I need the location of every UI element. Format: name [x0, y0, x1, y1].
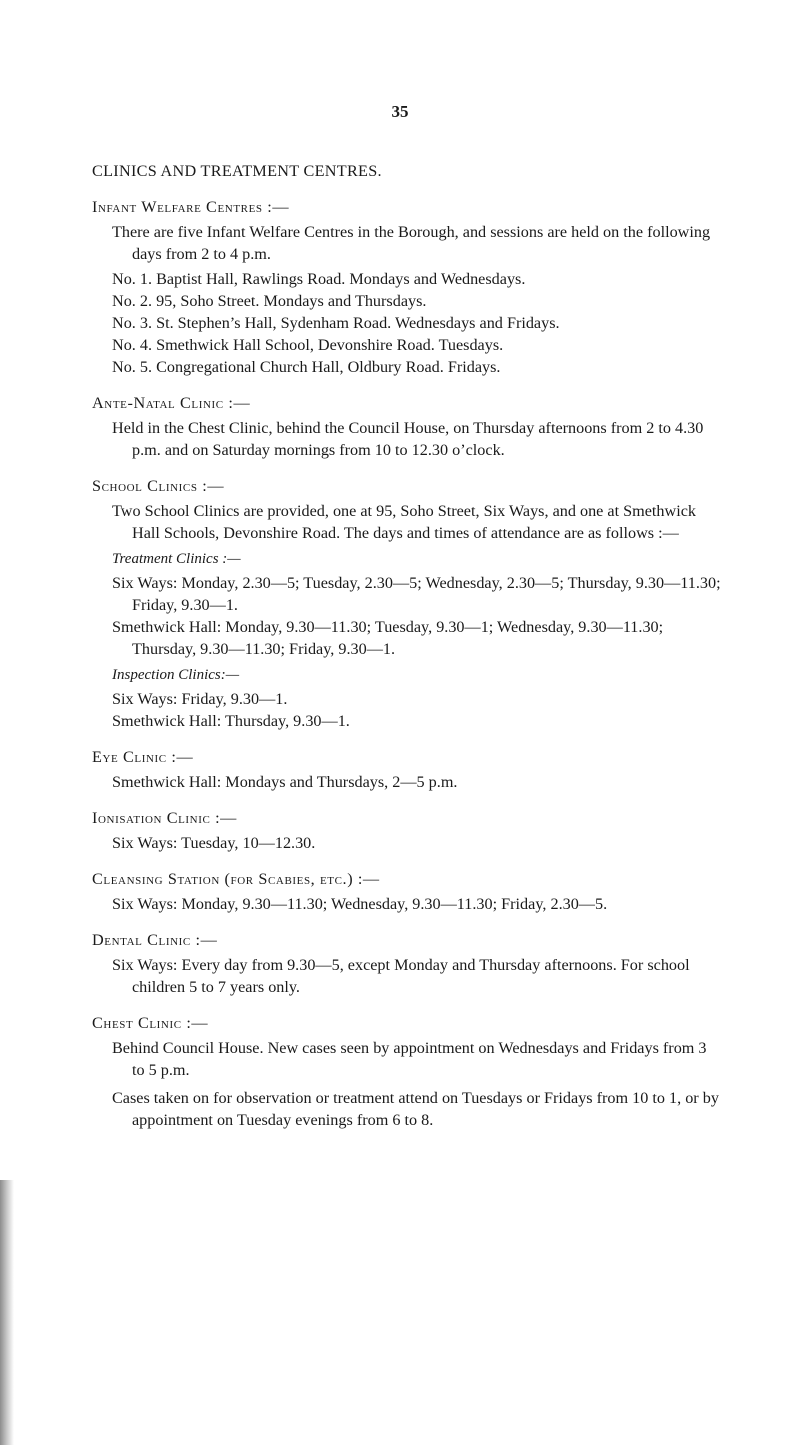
ante-natal-section [92, 392, 722, 461]
page-edge-shadow [0, 1180, 14, 1445]
ante-natal-text: Held in the Chest Clinic, behind the Council House, on Thursday afternoons from 2 to 4.30 p.m. and on Saturday mornings from 10 to 12.30 o’clock. [112, 419, 704, 459]
inspection-clinics-subheading: Inspection Clinics:— [112, 667, 240, 683]
inspection-smethwick-hall: Smethwick Hall: Thursday, 9.30—1. [112, 712, 350, 730]
chest-clinic-text-1: Behind Council House. New cases seen by appointment on Wednesdays and Fridays from 3 to 5 p.m. [112, 1039, 707, 1079]
ante-natal-heading: Ante-Natal Clinic :— [92, 394, 251, 412]
dental-clinic-section [92, 929, 722, 998]
ionisation-clinic-text: Six Ways: Tuesday, 10—12.30. [112, 834, 316, 852]
inspection-six-ways: Six Ways: Friday, 9.30—1. [112, 690, 288, 708]
cleansing-station-heading: Cleansing Station (for Scabies, etc.) :— [92, 870, 380, 888]
dental-clinic-heading: Dental Clinic :— [92, 931, 218, 949]
list-item: No. 3. St. Stephen’s Hall, Sydenham Road. Wednesdays and Fridays. [112, 314, 560, 332]
list-item: No. 2. 95, Soho Street. Mondays and Thursdays. [112, 292, 427, 310]
ionisation-clinic-section [92, 807, 722, 854]
list-item: No. 1. Baptist Hall, Rawlings Road. Mondays and Wednesdays. [112, 270, 526, 288]
infant-welfare-heading: Infant Welfare Centres :— [92, 198, 290, 216]
eye-clinic-heading: Eye Clinic :— [92, 748, 194, 766]
dental-clinic-text: Six Ways: Every day from 9.30—5, except Monday and Thursday afternoons. For school children 5 to 7 years only. [112, 956, 690, 996]
treatment-smethwick-hall: Smethwick Hall: Monday, 9.30—11.30; Tuesday, 9.30—1; Wednesday, 9.30—11.30; Thursday, 9.30—11.30; Friday, 9.30—1. [112, 618, 664, 658]
chest-clinic-heading: Chest Clinic :— [92, 1014, 209, 1032]
eye-clinic-section [92, 746, 722, 793]
cleansing-station-section [92, 868, 722, 915]
chest-clinic-section [92, 1012, 722, 1131]
page-number: 35 [391, 102, 409, 121]
school-clinics-intro: Two School Clinics are provided, one at 95, Soho Street, Six Ways, and one at Smethwick Hall Schools, Devonshire Road. The days and times of attendance are as follows :— [112, 502, 696, 542]
list-item: No. 5. Congregational Church Hall, Oldbury Road. Fridays. [112, 358, 501, 376]
school-clinics-section [92, 475, 722, 732]
treatment-clinics-subheading: Treatment Clinics :— [112, 551, 241, 567]
infant-welfare-section [92, 196, 722, 378]
document-body [92, 160, 722, 1145]
page-title: CLINICS AND TREATMENT CENTRES. [92, 162, 382, 180]
ionisation-clinic-heading: Ionisation Clinic :— [92, 809, 237, 827]
cleansing-station-text: Six Ways: Monday, 9.30—11.30; Wednesday, 9.30—11.30; Friday, 2.30—5. [112, 895, 608, 913]
infant-welfare-intro: There are five Infant Welfare Centres in the Borough, and sessions are held on the following days from 2 to 4 p.m. [112, 223, 711, 263]
school-clinics-heading: School Clinics :— [92, 477, 225, 495]
infant-welfare-list [92, 268, 722, 378]
chest-clinic-text-2: Cases taken on for observation or treatment attend on Tuesdays or Fridays from 10 to 1, or by appointment on Tuesday evenings from 6 to 8. [112, 1089, 719, 1129]
list-item: No. 4. Smethwick Hall School, Devonshire Road. Tuesdays. [112, 336, 504, 354]
treatment-six-ways: Six Ways: Monday, 2.30—5; Tuesday, 2.30—5; Wednesday, 2.30—5; Thursday, 9.30—11.30; Friday, 9.30—1. [112, 574, 721, 614]
eye-clinic-text: Smethwick Hall: Mondays and Thursdays, 2—5 p.m. [112, 773, 458, 791]
